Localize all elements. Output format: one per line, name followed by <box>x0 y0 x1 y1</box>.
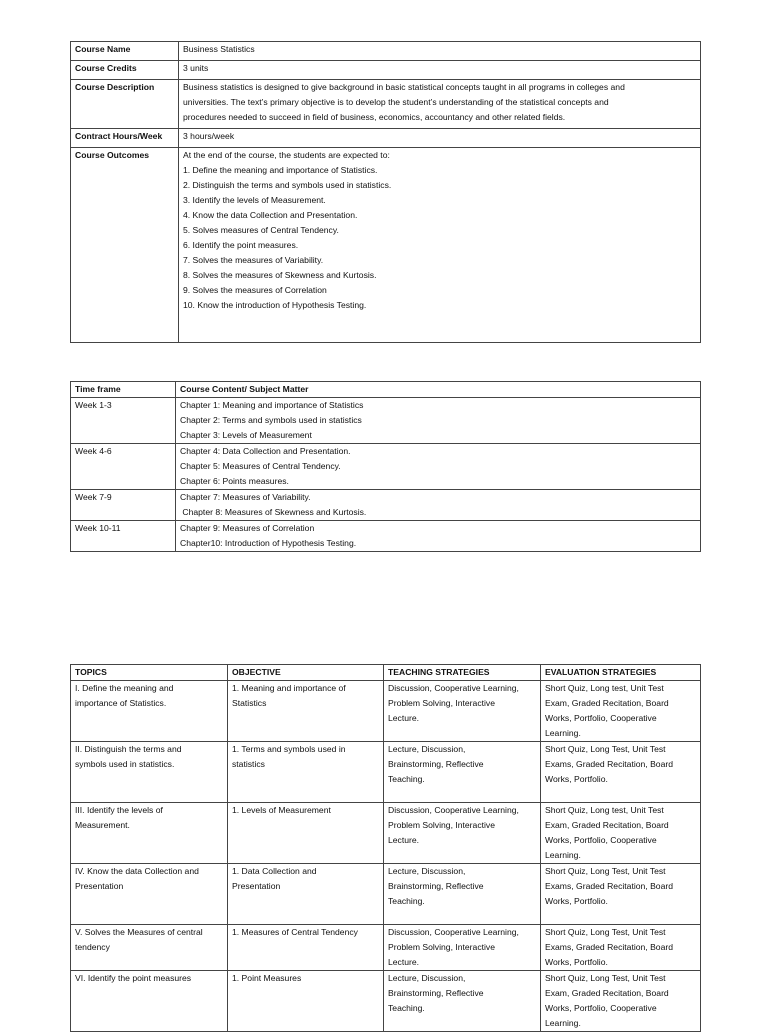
evaluation-line: Works, Portfolio, Cooperative <box>545 713 657 723</box>
course-name-label: Course Name <box>71 42 179 61</box>
outcome-line: 8. Solves the measures of Skewness and Kurtosis. <box>183 270 377 280</box>
teaching-cell <box>384 742 541 803</box>
teaching-header: TEACHING STRATEGIES <box>384 665 541 681</box>
chapter-line: Chapter 1: Meaning and importance of Statistics <box>180 400 364 410</box>
evaluation-cell <box>541 971 701 1032</box>
chapter-line: Chapter 2: Terms and symbols used in statistics <box>180 415 362 425</box>
week-cell: Week 4-6 <box>71 444 176 490</box>
topics-header-row <box>71 665 701 681</box>
timeframe-header-row <box>71 382 701 398</box>
course-name-text: Business Statistics <box>183 44 255 54</box>
teaching-line: Problem Solving, Interactive <box>388 942 495 952</box>
course-credits-label: Course Credits <box>71 61 179 80</box>
outcome-line: 9. Solves the measures of Correlation <box>183 285 327 295</box>
evaluation-line: Exams, Graded Recitation, Board <box>545 881 674 891</box>
teaching-line: Discussion, Cooperative Learning, <box>388 683 519 693</box>
teaching-cell <box>384 971 541 1032</box>
evaluation-cell <box>541 864 701 925</box>
objective-cell <box>228 971 384 1032</box>
topics-header: TOPICS <box>71 665 228 681</box>
topic-cell <box>71 864 228 925</box>
chapter-line: Chapter 5: Measures of Central Tendency. <box>180 461 341 471</box>
objective-line: 1. Meaning and importance of <box>232 683 346 693</box>
evaluation-line: Learning. <box>545 1018 581 1028</box>
course-info-table <box>70 41 701 343</box>
course-description-label: Course Description <box>71 80 179 129</box>
content-cell <box>176 398 701 444</box>
week-cell: Week 1-3 <box>71 398 176 444</box>
topic-cell <box>71 971 228 1032</box>
objective-cell <box>228 925 384 971</box>
topic-line: I. Define the meaning and <box>75 683 174 693</box>
objective-line: 1. Levels of Measurement <box>232 805 331 815</box>
objective-header: OBJECTIVE <box>228 665 384 681</box>
chapter-line: Chapter 3: Levels of Measurement <box>180 430 312 440</box>
objective-cell <box>228 681 384 742</box>
chapter-line: Chapter 8: Measures of Skewness and Kurtosis. <box>180 507 367 517</box>
evaluation-line: Learning. <box>545 728 581 738</box>
evaluation-line: Works, Portfolio. <box>545 896 608 906</box>
contract-hours-text: 3 hours/week <box>183 131 235 141</box>
table-row <box>71 444 701 490</box>
description-line: procedures needed to succeed in field of business, economics, accountancy and other related fields. <box>183 112 566 122</box>
course-name-row <box>71 42 701 61</box>
table-row <box>71 681 701 742</box>
outcome-line: 7. Solves the measures of Variability. <box>183 255 324 265</box>
contract-hours-row <box>71 129 701 148</box>
topic-cell <box>71 742 228 803</box>
course-credits-value <box>179 61 701 80</box>
content-cell <box>176 521 701 552</box>
evaluation-line-spacer <box>545 909 696 924</box>
teaching-line: Teaching. <box>388 896 425 906</box>
course-credits-text: 3 units <box>183 63 209 73</box>
topic-line: Measurement. <box>75 820 130 830</box>
table-row <box>71 742 701 803</box>
evaluation-line: Short Quiz, Long Test, Unit Test <box>545 744 666 754</box>
outcome-line: 5. Solves measures of Central Tendency. <box>183 225 339 235</box>
course-outcomes-value <box>179 148 701 343</box>
topic-line: II. Distinguish the terms and <box>75 744 182 754</box>
week-cell: Week 7-9 <box>71 490 176 521</box>
contract-hours-label: Contract Hours/Week <box>71 129 179 148</box>
chapter-line: Chapter10: Introduction of Hypothesis Testing. <box>180 538 357 548</box>
evaluation-line: Exam, Graded Recitation, Board <box>545 988 669 998</box>
table-row <box>71 490 701 521</box>
outcome-line: 10. Know the introduction of Hypothesis Testing. <box>183 300 367 310</box>
objective-line: 1. Point Measures <box>232 973 302 983</box>
objective-line: Statistics <box>232 698 267 708</box>
course-description-value <box>179 80 701 129</box>
contract-hours-value <box>179 129 701 148</box>
topic-cell <box>71 925 228 971</box>
topic-line: tendency <box>75 942 110 952</box>
timeframe-header: Time frame <box>71 382 176 398</box>
objective-line: statistics <box>232 759 265 769</box>
chapter-line: Chapter 9: Measures of Correlation <box>180 523 315 533</box>
evaluation-line: Learning. <box>545 850 581 860</box>
teaching-line: Brainstorming, Reflective <box>388 759 484 769</box>
teaching-cell <box>384 803 541 864</box>
outcome-line: 6. Identify the point measures. <box>183 240 299 250</box>
teaching-line: Teaching. <box>388 1003 425 1013</box>
teaching-line: Lecture, Discussion, <box>388 973 466 983</box>
evaluation-line: Exam, Graded Recitation, Board <box>545 698 669 708</box>
evaluation-line: Works, Portfolio. <box>545 774 608 784</box>
teaching-line: Teaching. <box>388 774 425 784</box>
table-row <box>71 864 701 925</box>
outcome-line: 4. Know the data Collection and Presentation. <box>183 210 358 220</box>
chapter-line: Chapter 7: Measures of Variability. <box>180 492 311 502</box>
description-line: Business statistics is designed to give background in basic statistical concepts taught in all programs in colleges and <box>183 82 625 92</box>
objective-cell <box>228 803 384 864</box>
topic-line: symbols used in statistics. <box>75 759 175 769</box>
teaching-line: Lecture. <box>388 713 420 723</box>
outcome-line: 2. Distinguish the terms and symbols used in statistics. <box>183 180 392 190</box>
description-line: universities. The text’s primary objective is to develop the student’s understanding of the statistical concepts and <box>183 97 609 107</box>
topic-line: V. Solves the Measures of central <box>75 927 203 937</box>
teaching-cell <box>384 864 541 925</box>
topic-line: importance of Statistics. <box>75 698 167 708</box>
topic-line: Presentation <box>75 881 124 891</box>
evaluation-line: Exams, Graded Recitation, Board <box>545 942 674 952</box>
evaluation-line: Short Quiz, Long Test, Unit Test <box>545 973 666 983</box>
table-row <box>71 971 701 1032</box>
evaluation-cell <box>541 803 701 864</box>
teaching-line: Lecture. <box>388 835 420 845</box>
teaching-cell <box>384 681 541 742</box>
teaching-line: Lecture, Discussion, <box>388 744 466 754</box>
evaluation-cell <box>541 925 701 971</box>
objective-cell <box>228 864 384 925</box>
evaluation-line: Short Quiz, Long Test, Unit Test <box>545 866 666 876</box>
objective-cell <box>228 742 384 803</box>
outcome-line: 1. Define the meaning and importance of Statistics. <box>183 165 378 175</box>
evaluation-line: Works, Portfolio. <box>545 957 608 967</box>
objective-line: 1. Measures of Central Tendency <box>232 927 358 937</box>
evaluation-cell <box>541 681 701 742</box>
course-description-row <box>71 80 701 129</box>
chapter-line: Chapter 6: Points measures. <box>180 476 289 486</box>
evaluation-line: Short Quiz, Long Test, Unit Test <box>545 927 666 937</box>
course-name-value <box>179 42 701 61</box>
objective-line: Presentation <box>232 881 281 891</box>
teaching-line: Discussion, Cooperative Learning, <box>388 927 519 937</box>
table-row <box>71 803 701 864</box>
timeframe-table <box>70 381 701 552</box>
teaching-line: Brainstorming, Reflective <box>388 881 484 891</box>
table-row <box>71 925 701 971</box>
evaluation-cell <box>541 742 701 803</box>
teaching-cell <box>384 925 541 971</box>
topic-line: VI. Identify the point measures <box>75 973 192 983</box>
topics-table <box>70 664 701 1032</box>
objective-line: 1. Data Collection and <box>232 866 317 876</box>
evaluation-line: Short Quiz, Long test, Unit Test <box>545 805 664 815</box>
week-cell: Week 10-11 <box>71 521 176 552</box>
teaching-line: Brainstorming, Reflective <box>388 988 484 998</box>
teaching-line: Discussion, Cooperative Learning, <box>388 805 519 815</box>
outcome-line: At the end of the course, the students are expected to: <box>183 150 390 160</box>
outcome-line: 3. Identify the levels of Measurement. <box>183 195 326 205</box>
content-cell <box>176 490 701 521</box>
teaching-line: Lecture, Discussion, <box>388 866 466 876</box>
evaluation-line-spacer <box>545 787 696 802</box>
topic-cell <box>71 681 228 742</box>
topic-cell <box>71 803 228 864</box>
teaching-line: Lecture. <box>388 957 420 967</box>
objective-line: 1. Terms and symbols used in <box>232 744 346 754</box>
table-row <box>71 521 701 552</box>
evaluation-header: EVALUATION STRATEGIES <box>541 665 701 681</box>
content-cell <box>176 444 701 490</box>
course-outcomes-label: Course Outcomes <box>71 148 179 343</box>
evaluation-line: Exam, Graded Recitation, Board <box>545 820 669 830</box>
teaching-line: Problem Solving, Interactive <box>388 698 495 708</box>
topic-line: IV. Know the data Collection and <box>75 866 199 876</box>
topic-line: III. Identify the levels of <box>75 805 163 815</box>
course-outcomes-row <box>71 148 701 343</box>
content-header: Course Content/ Subject Matter <box>176 382 701 398</box>
course-credits-row <box>71 61 701 80</box>
evaluation-line: Works, Portfolio, Cooperative <box>545 835 657 845</box>
evaluation-line: Exams, Graded Recitation, Board <box>545 759 674 769</box>
evaluation-line: Works, Portfolio, Cooperative <box>545 1003 657 1013</box>
table-row <box>71 398 701 444</box>
evaluation-line: Short Quiz, Long test, Unit Test <box>545 683 664 693</box>
teaching-line: Problem Solving, Interactive <box>388 820 495 830</box>
chapter-line: Chapter 4: Data Collection and Presentation. <box>180 446 351 456</box>
